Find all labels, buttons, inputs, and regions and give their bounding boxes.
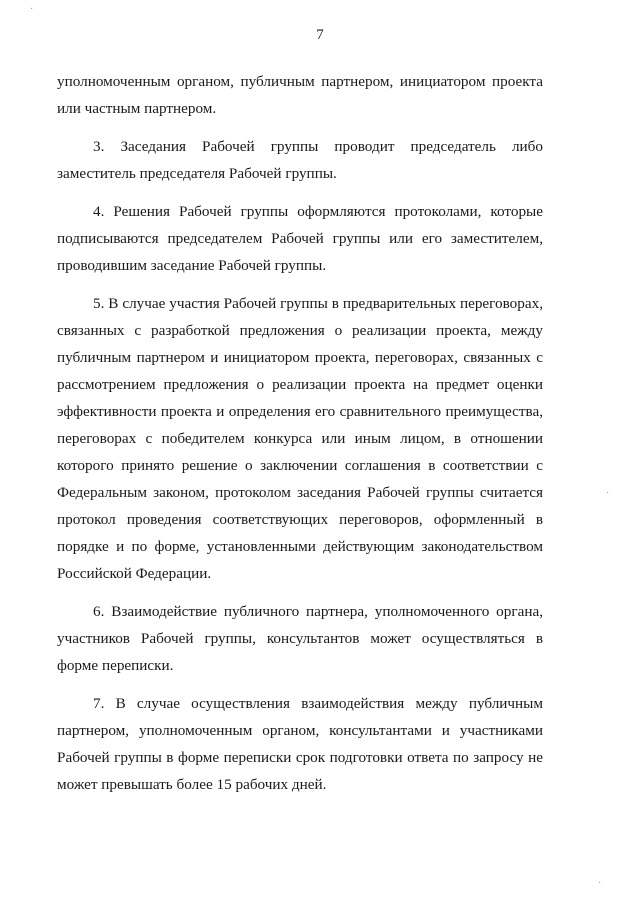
- paragraph-item-6: 6. Взаимодействие публичного партнера, уполномоченного органа, участников Рабочей группы, консультантов может осуществляться в форме переписки.: [57, 603, 543, 674]
- scan-mark-bottom-right: ·: [598, 878, 602, 889]
- document-body: [57, 68, 543, 809]
- paragraph-item-5: 5. В случае участия Рабочей группы в предварительных переговорах, связанных с разработкой предложения о реализации проекта, между публичным партнером и инициатором проекта, переговорах, связанных с рассмотрением предложения о реализации проекта на предмет оценки эффективности проекта и определения его сравнительного преимущества, переговорах с победителем конкурса или иным лицом, в отношении которого принято решение о заключении соглашения в соответствии с Федеральным законом, протоколом заседания Рабочей группы считается протокол проведения соответствующих переговоров, оформленный в порядке и по форме, установленными действующим законодательством Российской Федерации.: [57, 295, 543, 582]
- paragraph-item-4: 4. Решения Рабочей группы оформляются протоколами, которые подписываются председателем Рабочей группы или его заместителем, проводившим заседание Рабочей группы.: [57, 203, 543, 274]
- paragraph-item-7: 7. В случае осуществления взаимодействия между публичным партнером, уполномоченным органом, консультантами и участниками Рабочей группы в форме переписки срок подготовки ответа по запросу не может превышать более 15 рабочих дней.: [57, 695, 543, 793]
- paragraph-item-3: 3. Заседания Рабочей группы проводит председатель либо заместитель председателя Рабочей группы.: [57, 138, 543, 182]
- scan-mark-top-left: ·: [30, 4, 34, 15]
- paragraph-continuation: уполномоченным органом, публичным партнером, инициатором проекта или частным партнером.: [57, 73, 543, 117]
- page-number: 7: [316, 27, 324, 43]
- scan-mark-right: ·: [606, 488, 610, 499]
